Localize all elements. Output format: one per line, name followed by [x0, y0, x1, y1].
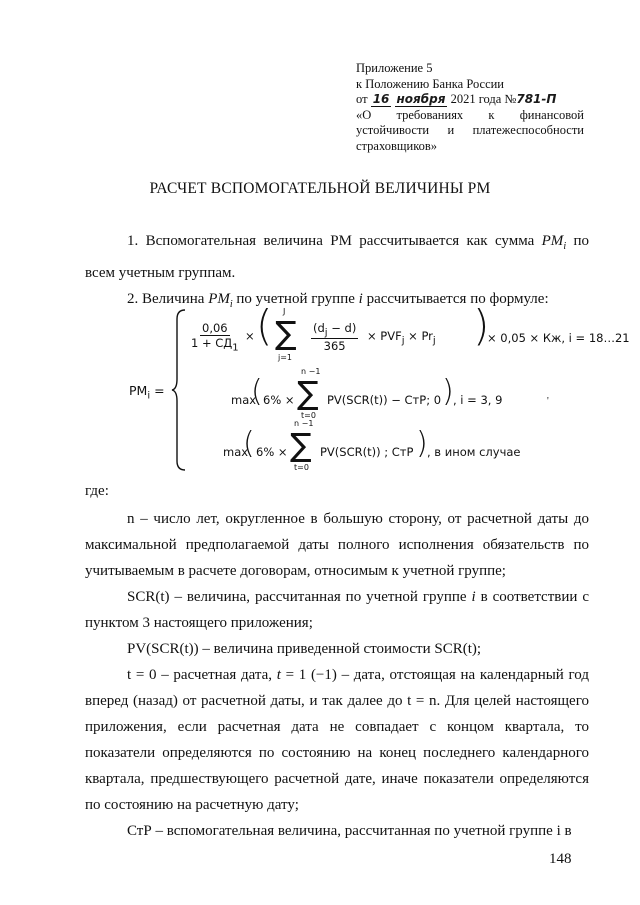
p2-sub: i — [229, 299, 233, 310]
t-text-b: = 1 (−1) – дата, отстоящая на календарный год вперед (назад) от расчетной даты, и так далее до t = n. Для целей настоящего приложения, если расчетная дата не совпадает с концом квартала, то показатели определяются по состоянию на конец последнего календарного квартала, предшествующего расчетной дате, иначе показатели определяются по состоянию на расчетную дату; — [85, 667, 590, 813]
p2-text-b: по учетной группе — [232, 291, 359, 307]
fraction-dj — [311, 321, 358, 353]
row2-condition: , i = 3, 9 — [453, 393, 503, 407]
t-text-a: t = 0 – расчетная дата, — [127, 667, 277, 683]
row2-close-paren: ) — [442, 374, 454, 409]
row3-six-percent: 6% × — [256, 445, 288, 459]
row1-times: × — [245, 329, 255, 343]
handwritten-day: 16 — [372, 92, 390, 106]
row2-max: max — [231, 393, 257, 407]
p1-text-b: по всем учетным группам. — [85, 233, 589, 281]
document-title: РАСЧЕТ ВСПОМОГАТЕЛЬНОЙ ВЕЛИЧИНЫ PM — [149, 180, 491, 197]
about-word: и — [447, 123, 455, 137]
row2-open-paren: ( — [251, 374, 263, 409]
about-word: платежеспособности — [472, 123, 584, 137]
annex-line-2: к Положению Банка России — [356, 76, 504, 91]
p1-sub: i — [563, 241, 567, 252]
lhs-var: PM — [129, 383, 148, 398]
where-label: где: — [85, 483, 109, 499]
about-word: устойчивости — [356, 123, 430, 137]
row3-condition: , в ином случае — [427, 445, 521, 459]
fraction-numerator: 0,06 — [202, 321, 228, 335]
left-brace — [171, 309, 187, 471]
fraction-denominator — [189, 336, 241, 353]
pr: × Pr — [404, 329, 433, 343]
definition-scr — [85, 584, 589, 636]
paragraph-1 — [85, 228, 589, 286]
definitions — [85, 478, 589, 844]
sum1-sigma: ∑ — [275, 314, 297, 352]
den-text: 1 + СД — [191, 336, 233, 350]
about-word: финансовой — [519, 107, 584, 122]
lhs-eq: = — [154, 383, 165, 398]
sum1-bottom: j=1 — [278, 353, 293, 362]
row2-six-percent: 6% × — [263, 393, 295, 407]
dj-a: (d — [313, 321, 325, 335]
annex-line-1: Приложение 5 — [356, 61, 433, 75]
annex-date-line — [356, 92, 584, 108]
row1-pvf-pr — [367, 329, 436, 346]
row1-open-paren: ( — [256, 301, 273, 350]
pr-sub: j — [432, 335, 436, 347]
row1-close-paren: ) — [473, 301, 490, 350]
scr-text-a: SCR(t) – величина, рассчитанная по учетной группе — [127, 589, 472, 605]
scr-var-i: i — [471, 589, 476, 605]
sum2-top: n −1 — [301, 367, 321, 376]
p2-var-i: i — [358, 291, 363, 307]
lhs-sub: i — [147, 390, 151, 402]
fraction-006 — [189, 321, 241, 353]
pm-formula — [85, 301, 630, 475]
sum2-sigma: ∑ — [297, 374, 319, 412]
row3-pv: PV(SCR(t)) ; СтР — [320, 445, 414, 459]
definition-n: n – число лет, округленное в большую сторону, от расчетной даты до максимальной предполагаемой даты полного исполнения обязательств по учитываемым в расчете договорам, относимым к учетной группе; — [85, 511, 589, 579]
formula-lhs — [129, 383, 165, 402]
t-var: t — [276, 667, 281, 683]
row2-pv: PV(SCR(t)) − СтР; 0 — [327, 393, 442, 407]
pvf-sub: j — [401, 335, 405, 347]
annex-header — [356, 61, 584, 154]
handwritten-month: ноября — [396, 92, 446, 106]
stray-mark: ' — [547, 396, 549, 407]
date-year: 2021 года № — [450, 92, 517, 106]
about-word: «О — [356, 107, 372, 122]
row3-open-paren: ( — [243, 426, 255, 461]
p2-text-a: 2. Величина — [127, 291, 209, 307]
about-word: требованиях — [396, 107, 464, 122]
annex-about-line-2 — [356, 123, 584, 139]
handwritten-number: 781-П — [516, 92, 557, 106]
sum2-bottom: t=0 — [301, 411, 316, 420]
row3-close-paren: ) — [416, 426, 428, 461]
sum3-bottom: t=0 — [294, 463, 309, 472]
sum1-top: J — [283, 307, 286, 316]
definition-pv: PV(SCR(t)) – величина приведенной стоимости SCR(t); — [127, 641, 482, 657]
den-sub: 1 — [232, 342, 239, 354]
dj-b: − d) — [327, 321, 357, 335]
page-number: 148 — [549, 851, 572, 867]
p1-text-a: 1. Вспомогательная величина PM рассчитывается как сумма — [127, 233, 542, 249]
scr-text-b: в соответствии с пунктом 3 настоящего приложения; — [85, 589, 589, 631]
p1-var: PM — [541, 233, 564, 249]
about-word: к — [488, 107, 495, 122]
dj-sub: j — [324, 327, 328, 339]
row1-tail: × 0,05 × Кж, i = 18…21 — [487, 331, 630, 345]
date-prefix: от — [356, 92, 368, 106]
annex-about-line-3: страховщиков» — [356, 138, 438, 153]
dj-denominator: 365 — [323, 339, 346, 354]
sum3-top: n −1 — [294, 419, 314, 428]
sum3-sigma: ∑ — [290, 426, 312, 464]
pvf: × PVF — [367, 329, 402, 343]
definition-str: СтР – вспомогательная величина, рассчитанная по учетной группе i в — [127, 823, 572, 839]
row1-fraction — [189, 321, 241, 353]
row3-max: max — [223, 445, 249, 459]
row1-dj-fraction — [311, 321, 358, 353]
dj-numerator — [311, 321, 358, 339]
p2-var: PM — [208, 291, 230, 307]
definition-t — [85, 662, 589, 818]
p2-text-d: рассчитывается по формуле: — [362, 291, 549, 307]
annex-about-line-1 — [356, 108, 584, 124]
